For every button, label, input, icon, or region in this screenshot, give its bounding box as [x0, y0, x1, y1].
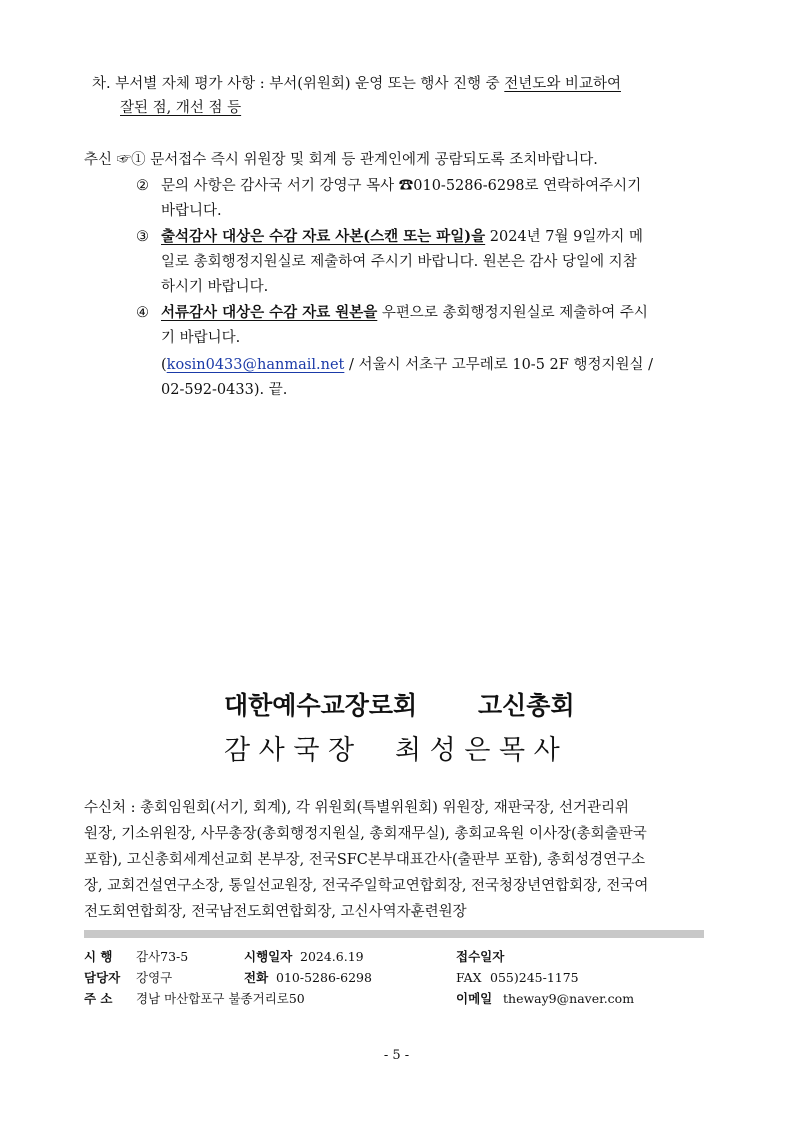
- note-item-4-line2: 기 바랍니다.: [161, 330, 241, 346]
- note-item-4-marker: ④: [136, 305, 149, 321]
- recipients-line1: 수신처 : 총회임원회(서기, 회계), 각 위원회(특별위원회) 위원장, 재판국장, 선거관리위: [84, 800, 630, 816]
- org-name-left: 대한예수교장로회: [224, 691, 418, 720]
- footer-divider: [84, 930, 704, 938]
- footer-address-value: 경남 마산합포구 불종거리로50: [136, 991, 305, 1006]
- section-cha-line2: 잘된 점, 개선 점 등: [120, 100, 242, 116]
- org-name-row: [0, 686, 793, 720]
- recipients-line5: 전도회연합회장, 전국남전도회연합회장, 고신사역자훈련원장: [84, 904, 467, 920]
- footer-address-label: 주 소: [84, 991, 113, 1006]
- footer-phone-label: 전화: [244, 970, 269, 985]
- footer-date-value: 2024.6.19: [300, 949, 364, 964]
- footer-fax-label: FAX: [456, 970, 482, 985]
- note-prefix: 추신 ☞①: [84, 152, 146, 168]
- footer-manager-label: 담당자: [84, 970, 121, 985]
- note-item-3-line3: 하시기 바랍니다.: [161, 279, 269, 295]
- note-item-4-bold: 서류감사 대상은 수감 자료 원본을: [161, 304, 378, 321]
- section-cha-text: 부서별 자체 평가 사항 : 부서(위원회) 운영 또는 행사 진행 중: [115, 76, 505, 92]
- note-item-3-marker: ③: [136, 229, 149, 245]
- contact-email-link[interactable]: kosin0433@hanmail.net: [166, 357, 345, 373]
- footer-email-value: theway9@naver.com: [503, 991, 635, 1006]
- note-item-1-text: 문서접수 즉시 위원장 및 회계 등 관계인에게 공람되도록 조치바랍니다.: [150, 152, 598, 168]
- org-title-left: 감 사 국 장: [224, 735, 355, 766]
- recipients-line3: 포함), 고신총회세계선교회 본부장, 전국SFC본부대표간사(출판부 포함), 총회성경연구소: [84, 852, 646, 868]
- org-title-row: [0, 728, 793, 764]
- note-item-2-line2: 바랍니다.: [161, 203, 222, 219]
- contact-line2: 02-592-0433). 끝.: [161, 382, 288, 398]
- footer-manager-value: 강영구: [136, 970, 173, 985]
- footer-fax-value: 055)245-1175: [490, 970, 579, 985]
- note-item-4-line1: [161, 303, 648, 323]
- footer-received-label: 접수일자: [456, 949, 505, 964]
- contact-line1: [161, 355, 653, 375]
- section-cha-underlined: 전년도와 비교하여: [504, 76, 621, 92]
- footer-issue-value: 감사73-5: [136, 949, 189, 964]
- contact-open-paren: (: [161, 357, 167, 373]
- recipients-line4: 장, 교회건설연구소장, 통일선교원장, 전국주일학교연합회장, 전국청장년연합회장, 전국여: [84, 878, 649, 894]
- footer-phone-value: 010-5286-6298: [276, 970, 372, 985]
- contact-address: / 서울시 서초구 고무레로 10-5 2F 행정지원실 /: [344, 357, 653, 373]
- footer-issue-label: 시 행: [84, 949, 113, 964]
- section-cha-marker: 차.: [92, 76, 111, 92]
- footer-date-label: 시행일자: [244, 949, 293, 964]
- note-item-3-line2: 일로 총회행정지원실로 제출하여 주시기 바랍니다. 원본은 감사 당일에 지참: [161, 254, 637, 270]
- org-name-right: 고신총회: [478, 691, 575, 720]
- org-title-right: 최 성 은 목 사: [395, 735, 560, 766]
- footer-email-label: 이메일: [456, 991, 493, 1006]
- note-item-3-rest: 2024년 7월 9일까지 메: [485, 229, 643, 245]
- section-cha-line1: [92, 74, 621, 94]
- page-number: - 5 -: [383, 1048, 410, 1063]
- recipients-line2: 원장, 기소위원장, 사무총장(총회행정지원실, 총회재무실), 총회교육원 이사장(총회출판국: [84, 826, 647, 842]
- note-item-2-marker: ②: [136, 178, 149, 194]
- note-item-1: [84, 150, 598, 170]
- note-item-3-bold: 출석감사 대상은 수감 자료 사본(스캔 또는 파일)을: [161, 228, 486, 245]
- note-item-4-rest: 우편으로 총회행정지원실로 제출하여 주시: [377, 305, 648, 321]
- note-item-3-line1: [161, 227, 643, 247]
- note-item-2-line1: 문의 사항은 감사국 서기 강영구 목사 ☎010-5286-6298로 연락하여주시기: [161, 178, 642, 194]
